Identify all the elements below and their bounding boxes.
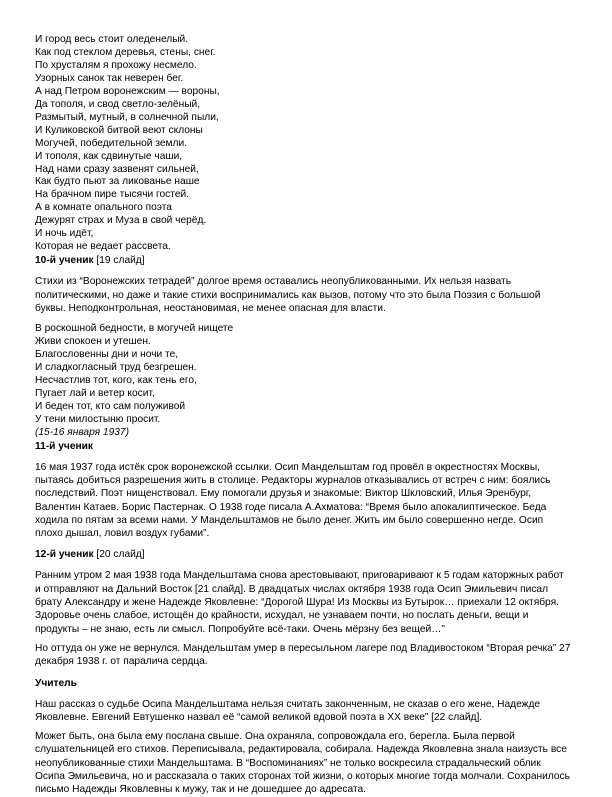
poem-line: Несчастлив тот, кого, как тень его, — [35, 374, 197, 386]
speaker-label: 10-й ученик — [35, 255, 94, 267]
poem-line: Могучей, победительной земли. — [35, 137, 188, 149]
poem-line: По хрусталям я прохожу несмело. — [35, 59, 197, 71]
section-heading-10 — [35, 254, 572, 267]
poem-line: И Куликовской битвой веют склоны — [35, 124, 203, 136]
poem-line: На брачном пире тысячи гостей. — [35, 189, 190, 201]
poem-line: И сладкогласный труд безгрешен. — [35, 361, 197, 373]
poem-line: А над Петром воронежским — вороны, — [35, 85, 220, 97]
poem-line: У тени милостыню просит. — [35, 413, 161, 425]
poem-line: Как под стеклом деревья, стены, снег. — [35, 46, 216, 58]
poem-line: Как будто пьют за ликованье наше — [35, 176, 200, 188]
speaker-label: 11-й ученик — [35, 440, 94, 452]
paragraph: Но оттуда он уже не вернулся. Мандельштам умер в пересыльном лагере под Владивостоком “Вторая речка” 27 декабря 1938 г. от паралича сердца. — [35, 642, 571, 668]
poem-line: Дежурят страх и Муза в свой черёд. — [35, 215, 207, 227]
poem-line: Над нами сразу зазвенят сильней, — [35, 163, 199, 175]
section-heading-teacher — [35, 677, 572, 690]
poem-line: Да тополя, и свод светло-зелёный, — [35, 98, 201, 110]
paragraph: Может быть, она была ему послана свыше. Она охраняла, сопровождала его, берегла. Была первой слушательницей его стихов. Переписывала, редактировала, собирала. Надежда Яковлевна знала наизусть все неопубликованные стихи Мандельштама. В “Воспоминаниях” не только воскресила страдальческий облик Осипа Эмильевича, но и рассказала о таких сторонах той жизни, о которых многие тогда молчали. Сохранилось письмо Надежды Яковлевны к мужу, так и не дошедшее до адресата. — [35, 731, 570, 796]
poem-line: А в комнате опального поэта — [35, 202, 172, 214]
slide-ref: [19 слайд] — [96, 255, 145, 267]
poem-poverty — [35, 323, 572, 440]
poem-line: Благословенны дни и ночи те, — [35, 349, 179, 360]
poem-line: И беден тот, кто сам полуживой — [35, 400, 186, 412]
poem-line: Которая не ведает рассвета. — [35, 241, 171, 253]
section-heading-12 — [35, 548, 572, 561]
paragraph: 16 мая 1937 года истёк срок воронежской ссылки. Осип Мандельштам год провёл в окрестностях Москвы, пытаясь добиться разрешения жить в столице. Редакторы журналов отказывались от встреч с ним: боялись последствий. Поэт нищенствовал. Ему помогали друзья и знакомые: Виктор Шкловский, Илья Эренбург, Валентин Катаев. Борис Пастернак. О 1938 годе писала А.Ахматова: “Время было апокалиптическое. Беда ходила по пятам за всеми нами. У Мандельштамов не было денег. Жить им было совершенно негде. Осип плохо дышал, ловил воздух губами”. — [35, 461, 551, 540]
slide-ref: [20 слайд] — [96, 549, 145, 561]
section-heading-11 — [35, 440, 572, 453]
poem-date: (15-16 января 1937) — [35, 426, 129, 438]
paragraph: Стихи из “Воронежских тетрадей” долгое время оставались неопубликованными. Их нельзя назвать политическими, но даже и такие стихи воспринимались как вызов, потому что это была Поэзия с большой буквы. Неподконтрольная, неостановимая, не менее опасная для власти. — [35, 276, 541, 314]
poem-line: И ночь идёт, — [35, 228, 94, 240]
poem-line: Живи спокоен и утешен. — [35, 336, 151, 348]
poem-line: Размытый, мутный, в солнечной пыли, — [35, 111, 219, 123]
poem-line: И тополя, как сдвинутые чаши, — [35, 150, 183, 162]
poem-line: И город весь стоит оледенелый. — [35, 34, 189, 45]
poem-line: Узорных санок так неверен бег. — [35, 72, 184, 84]
paragraph: Ранним утром 2 мая 1938 года Мандельштама снова арестовывают, приговаривают к 5 годам каторжных работ и отправляют на Дальний Восток [21 слайд]. В двадцатых числах октября 1938 года Осип Эмильевич писал брату Александру и жене Надежде Яковлевне: “Дорогой Шура! Из Москвы из Бутырок… приехали 12 октября. Здоровье очень слабое, истощён до крайности, исхудал, не узнаваем почти, но послать деньги, вещи и продукты – не знаю, есть ли смысл. Попробуйте всё-таки. Очень мёрзну без вещей…” — [35, 570, 564, 635]
paragraph: Наш рассказ о судьбе Осипа Мандельштама нельзя считать законченным, не сказав о его жене, Надежде Яковлевне. Евгений Евтушенко назвал её “самой великой вдовой поэта в XX веке” [22 слайд]. — [35, 698, 541, 723]
poem-line: В роскошной бедности, в могучей нищете — [35, 323, 234, 335]
speaker-label: 12-й ученик — [35, 549, 94, 561]
poem-line: Пугает лай и ветер косит, — [35, 387, 155, 399]
speaker-label: Учитель — [35, 677, 77, 689]
poem-voronezh — [35, 34, 572, 254]
